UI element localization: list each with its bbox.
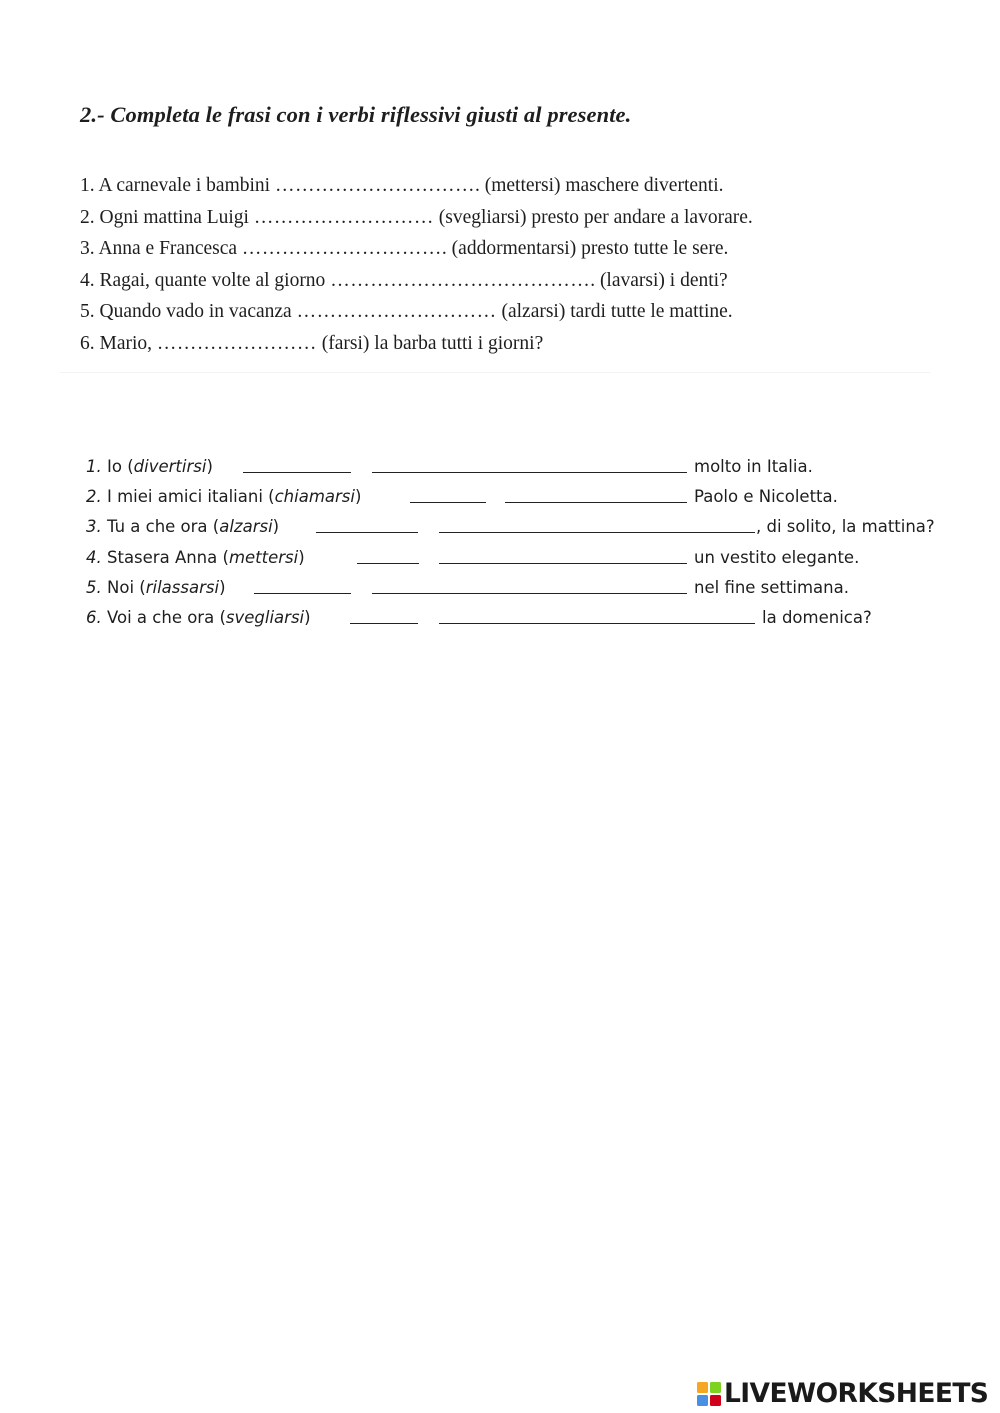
answer-blank-verb[interactable] (439, 623, 755, 624)
list-item: 1. A carnevale i bambini …………………………. (mettersi) maschere divertenti. (80, 175, 724, 196)
sentence-start: 1. Io (divertirsi) (86, 457, 213, 476)
list-item: 5. Quando vado in vacanza ………………………… (alzarsi) tardi tutte le mattine. (80, 301, 733, 323)
sentence-start: 4. Stasera Anna (mettersi) (86, 547, 305, 567)
answer-blank-verb[interactable] (372, 593, 687, 594)
answer-dots[interactable]: ………………………… (274, 175, 475, 196)
answer-blank-verb[interactable] (439, 532, 755, 533)
answer-dots[interactable]: ………………………… (296, 301, 497, 323)
answer-blank-verb[interactable] (372, 472, 687, 473)
answer-blank-pronoun[interactable] (410, 502, 486, 503)
list-item: 6. Mario, …………………… (farsi) la barba tutti i giorni? (80, 332, 544, 354)
answer-dots[interactable]: …………………… (156, 332, 317, 354)
sentence-start: 2. I miei amici italiani (chiamarsi) (86, 487, 362, 507)
list-item: 4. Ragai, quante volte al giorno …………………………………. (lavarsi) i denti? (80, 269, 728, 291)
sentence-end: , di solito, la mattina? (756, 517, 935, 537)
sentence-end: un vestito elegante. (694, 547, 860, 567)
liveworksheets-logo-icon (696, 1381, 722, 1407)
list-item: 2. Ogni mattina Luigi ……………………… (svegliarsi) presto per andare a lavorare. (80, 206, 753, 228)
answer-blank-pronoun[interactable] (350, 623, 418, 624)
liveworksheets-brand (696, 1378, 996, 1410)
exercise-1-list (80, 170, 753, 360)
answer-dots[interactable]: ………………………… (241, 238, 442, 260)
list-item (0, 543, 1000, 573)
answer-blank-pronoun[interactable] (243, 472, 351, 473)
list-item (0, 482, 1000, 512)
answer-dots[interactable]: ………………………………… (330, 269, 591, 291)
list-item (0, 452, 1000, 482)
sentence-start: 3. Tu a che ora (alzarsi) (86, 517, 280, 537)
answer-blank-verb[interactable] (505, 502, 687, 503)
answer-blank-pronoun[interactable] (357, 563, 419, 564)
exercise-2-list (0, 452, 1000, 633)
divider (60, 372, 930, 373)
sentence-end: molto in Italia. (694, 457, 813, 476)
sentence-end: la domenica? (762, 607, 872, 627)
sentence-end: Paolo e Nicoletta. (694, 487, 838, 507)
answer-blank-verb[interactable] (439, 563, 687, 564)
list-item (0, 573, 1000, 603)
brand-logo-text: LIVEWORKSHEETS (724, 1378, 989, 1409)
list-item (0, 603, 1000, 633)
answer-dots[interactable]: ……………………… (253, 206, 434, 228)
list-item: 3. Anna e Francesca …………………………. (addormentarsi) presto tutte le sere. (80, 238, 729, 260)
sentence-start: 5. Noi (rilassarsi) (86, 577, 226, 597)
exercise-title: 2.- Completa le frasi con i verbi riflessivi giusti al presente. (80, 102, 632, 127)
sentence-start: 6. Voi a che ora (svegliarsi) (86, 607, 311, 627)
answer-blank-pronoun[interactable] (254, 593, 351, 594)
sentence-end: nel fine settimana. (694, 577, 849, 597)
answer-blank-pronoun[interactable] (316, 532, 418, 533)
list-item (0, 512, 1000, 542)
